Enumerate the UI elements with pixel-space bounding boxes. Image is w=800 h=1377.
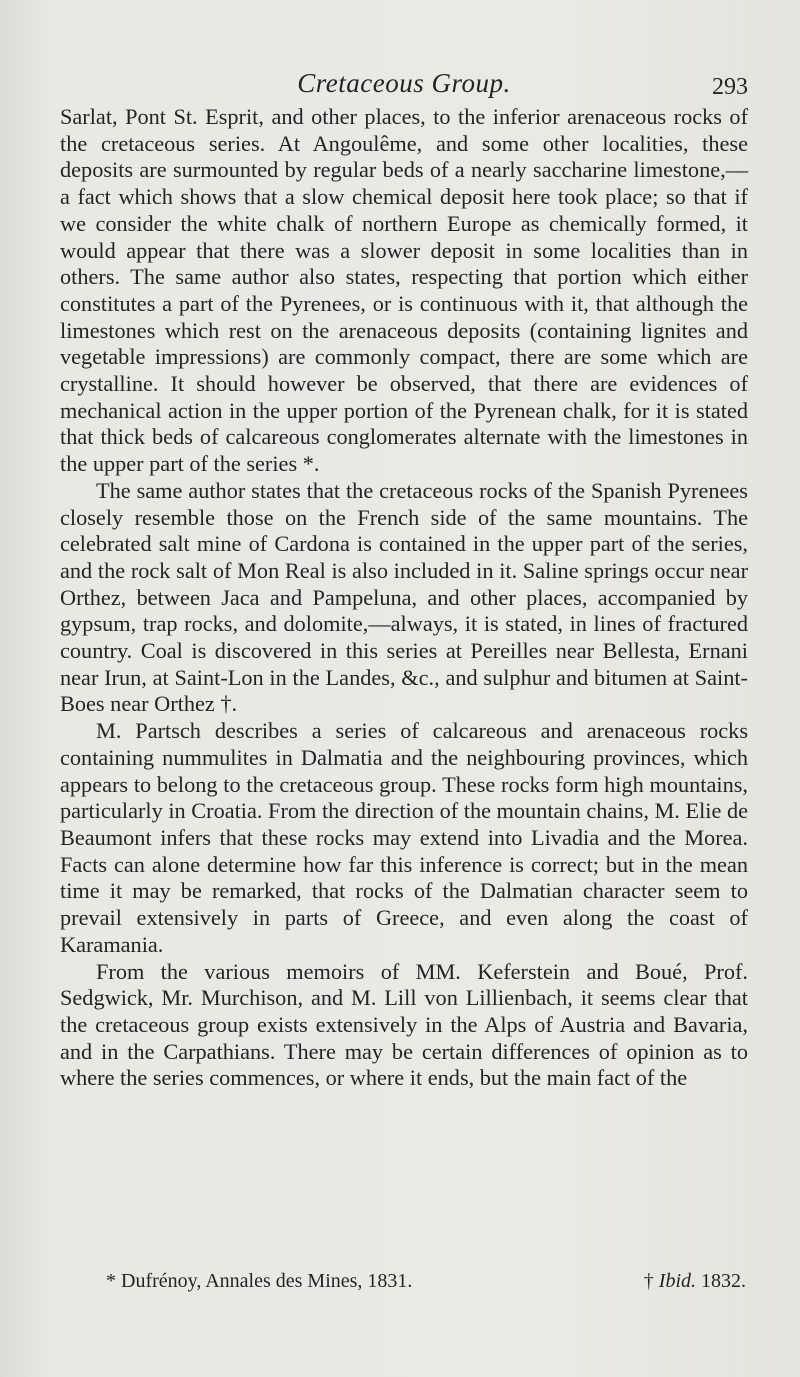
paragraph-3: M. Partsch describes a series of calcareous and arenaceous rocks containing nummulites in Dalmatia and the neighbouring provinces, which appears to belong to the cretaceous group. These rocks form high mountains, particularly in Croatia. From the direction of the mountain chains, M. Elie de Beaumont infers that these rocks may extend into Livadia and the Morea. Facts can alone determine how far this inference is correct; but in the mean time it may be remarked, that rocks of the Dalmatian character seem to prevail extensively in parts of Greece, and even along the coast of Karamania. <box>60 718 748 957</box>
running-title: Cretaceous Group. <box>297 68 511 98</box>
footnote-1: * Dufrénoy, Annales des Mines, 1831. <box>106 1270 413 1292</box>
paragraph-2: The same author states that the cretaceous rocks of the Spanish Pyrenees closely resemble those on the French side of the same mountains. The celebrated salt mine of Cardona is contained in the upper part of the series, and the rock salt of Mon Real is also included in it. Saline springs occur near Orthez, between Jaca and Pampeluna, and other places, accompanied by gypsum, trap rocks, and dolomite,—always, it is stated, in lines of fractured country. Coal is discovered in this series at Pereilles near Bellesta, Ernani near Irun, at Saint-Lon in the Landes, &c., and sulphur and bitumen at Saint-Boes near Orthez †. <box>60 477 748 717</box>
body-text <box>60 104 748 1092</box>
footnote-2-ref: Ibid. <box>658 1270 696 1292</box>
footnote-2-mark: † <box>643 1270 654 1292</box>
footnote-2-year: 1832. <box>701 1270 746 1292</box>
paragraph-4: From the various memoirs of MM. Keferstein and Boué, Prof. Sedgwick, Mr. Murchison, and M. Lill von Lillienbach, it seems clear that the cretaceous group exists extensively in the Alps of Austria and Bavaria, and in the Carpathians. There may be certain differences of opinion as to where the series commences, or where it ends, but the main fact of the <box>60 958 748 1091</box>
paragraph-1: Sarlat, Pont St. Esprit, and other places, to the inferior arenaceous rocks of the cretaceous series. At Angoulême, and some other localities, these deposits are surmounted by regular beds of a nearly saccharine limestone,—a fact which shows that a slow chemical deposit here took place; so that if we consider the white chalk of northern Europe as chemically formed, it would appear that there was a slower deposit in some localities than in others. The same author also states, respecting that portion which either constitutes a part of the Pyrenees, or is continuous with it, that although the limestones which rest on the arenaceous deposits (containing lignites and vegetable impressions) are commonly compact, there are some which are crystalline. It should however be observed, that there are evidences of mechanical action in the upper portion of the Pyrenean chalk, for it is stated that thick beds of calcareous conglomerates alternate with the limestones in the upper part of the series *. <box>60 104 748 477</box>
page-header <box>60 68 748 102</box>
footnote-2 <box>644 1270 746 1293</box>
footnotes <box>106 1270 746 1293</box>
page-number: 293 <box>712 74 748 100</box>
